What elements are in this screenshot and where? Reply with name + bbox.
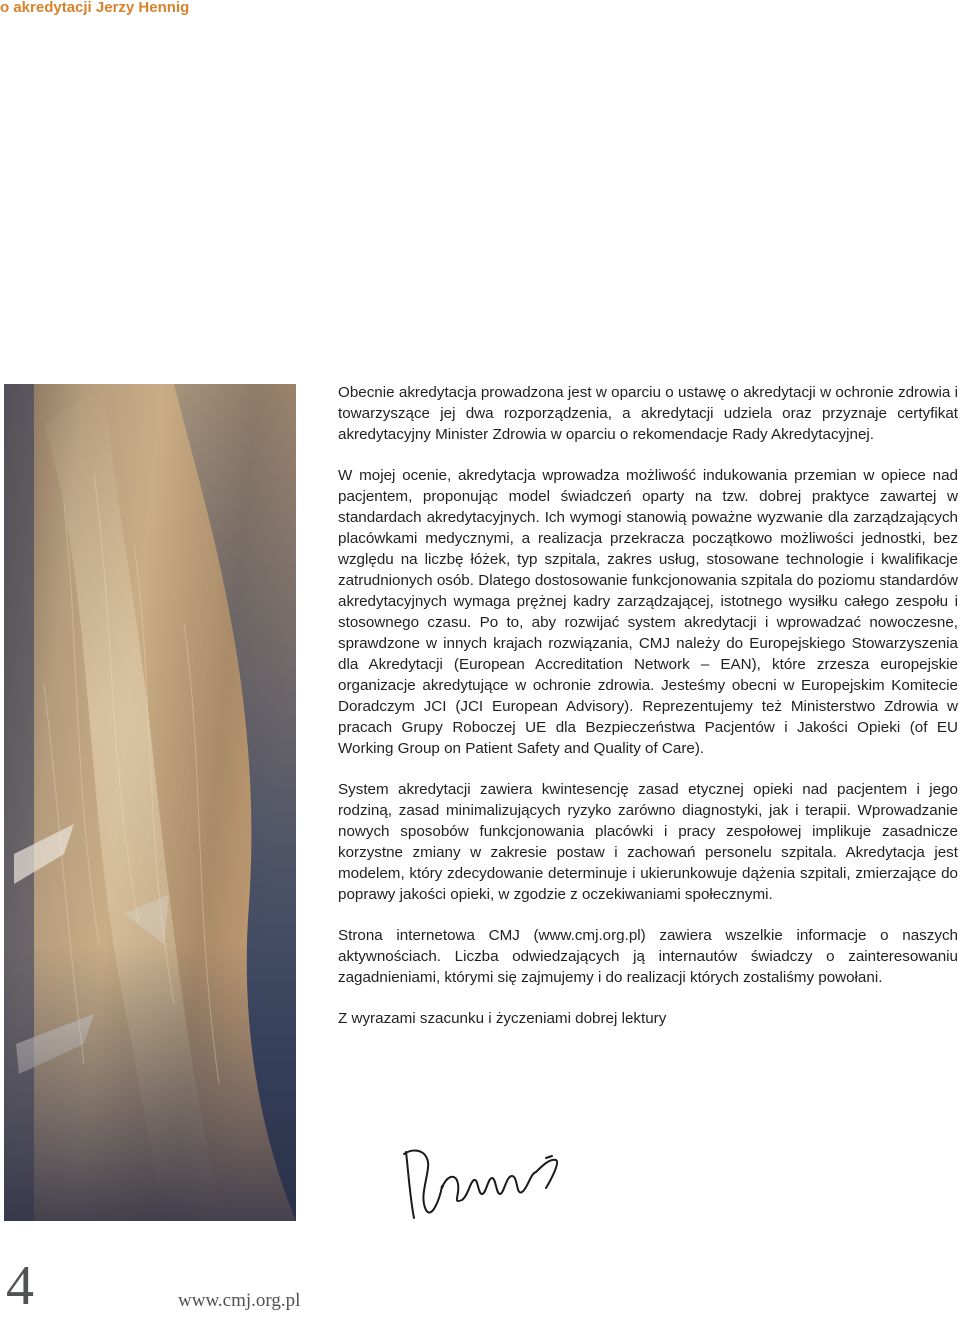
decorative-photo [4, 384, 296, 1221]
page-number: 4 [6, 1255, 34, 1317]
paragraph: Strona internetowa CMJ (www.cmj.org.pl) zawiera wszelkie informacje o naszych aktywnościach. Liczba odwiedzających ją internautów świadczy o zainteresowaniu zagadnieniami, którymi się zajmujemy i do realizacji których zostaliśmy powołani. [338, 927, 958, 986]
handwritten-signature [396, 1138, 576, 1228]
paragraph: W mojej ocenie, akredytacja wprowadza możliwość indukowania przemian w opiece nad pacjentem, proponując model świadczeń oparty na tzw. dobrej praktyce zawartej w standardach akredytacyjnych. Ich wymogi stanowią poważne wyzwanie dla zarządzających placówkami medycznymi, a realizacja przekracza początkowo możliwości jednostki, bez względu na liczbę łóżek, typ szpitala, zakres usług, stosowane technologie i kwalifikacje zatrudnionych osób. Dlatego dostosowanie funkcjonowania szpitala do poziomu standardów akredytacyjnych wymaga prężnej kadry zarządzającej, istotnego wysiłku całego zespołu i stosownego czasu. Po to, aby rozwijać system akredytacji i wprowadzać nowoczesne, sprawdzone w innych krajach rozwiązania, CMJ należy do Europejskiego Stowarzyszenia dla Akredytacji (European Accreditation Network – EAN), które zrzesza europejskie organizacje akredytujące w ochronie zdrowia. Jesteśmy obecni w Europejskim Komitecie Doradczym JCI (JCI European Advisory). Reprezentujemy też Ministerstwo Zdrowia w pracach Grupy Roboczej UE dla Bezpieczeństwa Pacjentów i Jakości Opieki (of EU Working Group on Patient Safety and Quality of Care). [338, 467, 958, 757]
footer-url: www.cmj.org.pl [178, 1290, 301, 1311]
paragraph: System akredytacji zawiera kwintesencję zasad etycznej opieki nad pacjentem i jego rodziną, zasad minimalizujących ryzyko zarówno diagnostyki, jak i terapii. Wprowadzanie nowych sposobów funkcjonowania placówki i pracy zespołowej implikuje zasadnicze korzystne zmiany w zakresie postaw i zachowań personelu szpitala. Akredytacja jest modelem, który zdecydowanie determinuje i ukierunkowuje dążenia szpitali, zmierzające do poprawy jakości opieki, w zgodzie z oczekiwaniami społecznymi. [338, 781, 958, 903]
article-text [338, 382, 958, 1049]
running-header-author: o akredytacji Jerzy Hennig [0, 0, 190, 16]
closing-line: Z wyrazami szacunku i życzeniami dobrej lektury [338, 1010, 667, 1027]
paragraph: Obecnie akredytacja prowadzona jest w oparciu o ustawę o akredytacji w ochronie zdrowia i towarzyszące jej dwa rozporządzenia, a akredytacji udziela oraz przyznaje certyfikat akredytacyjny Minister Zdrowia w oparciu o rekomendacje Rady Akredytacyjnej. [338, 384, 958, 443]
